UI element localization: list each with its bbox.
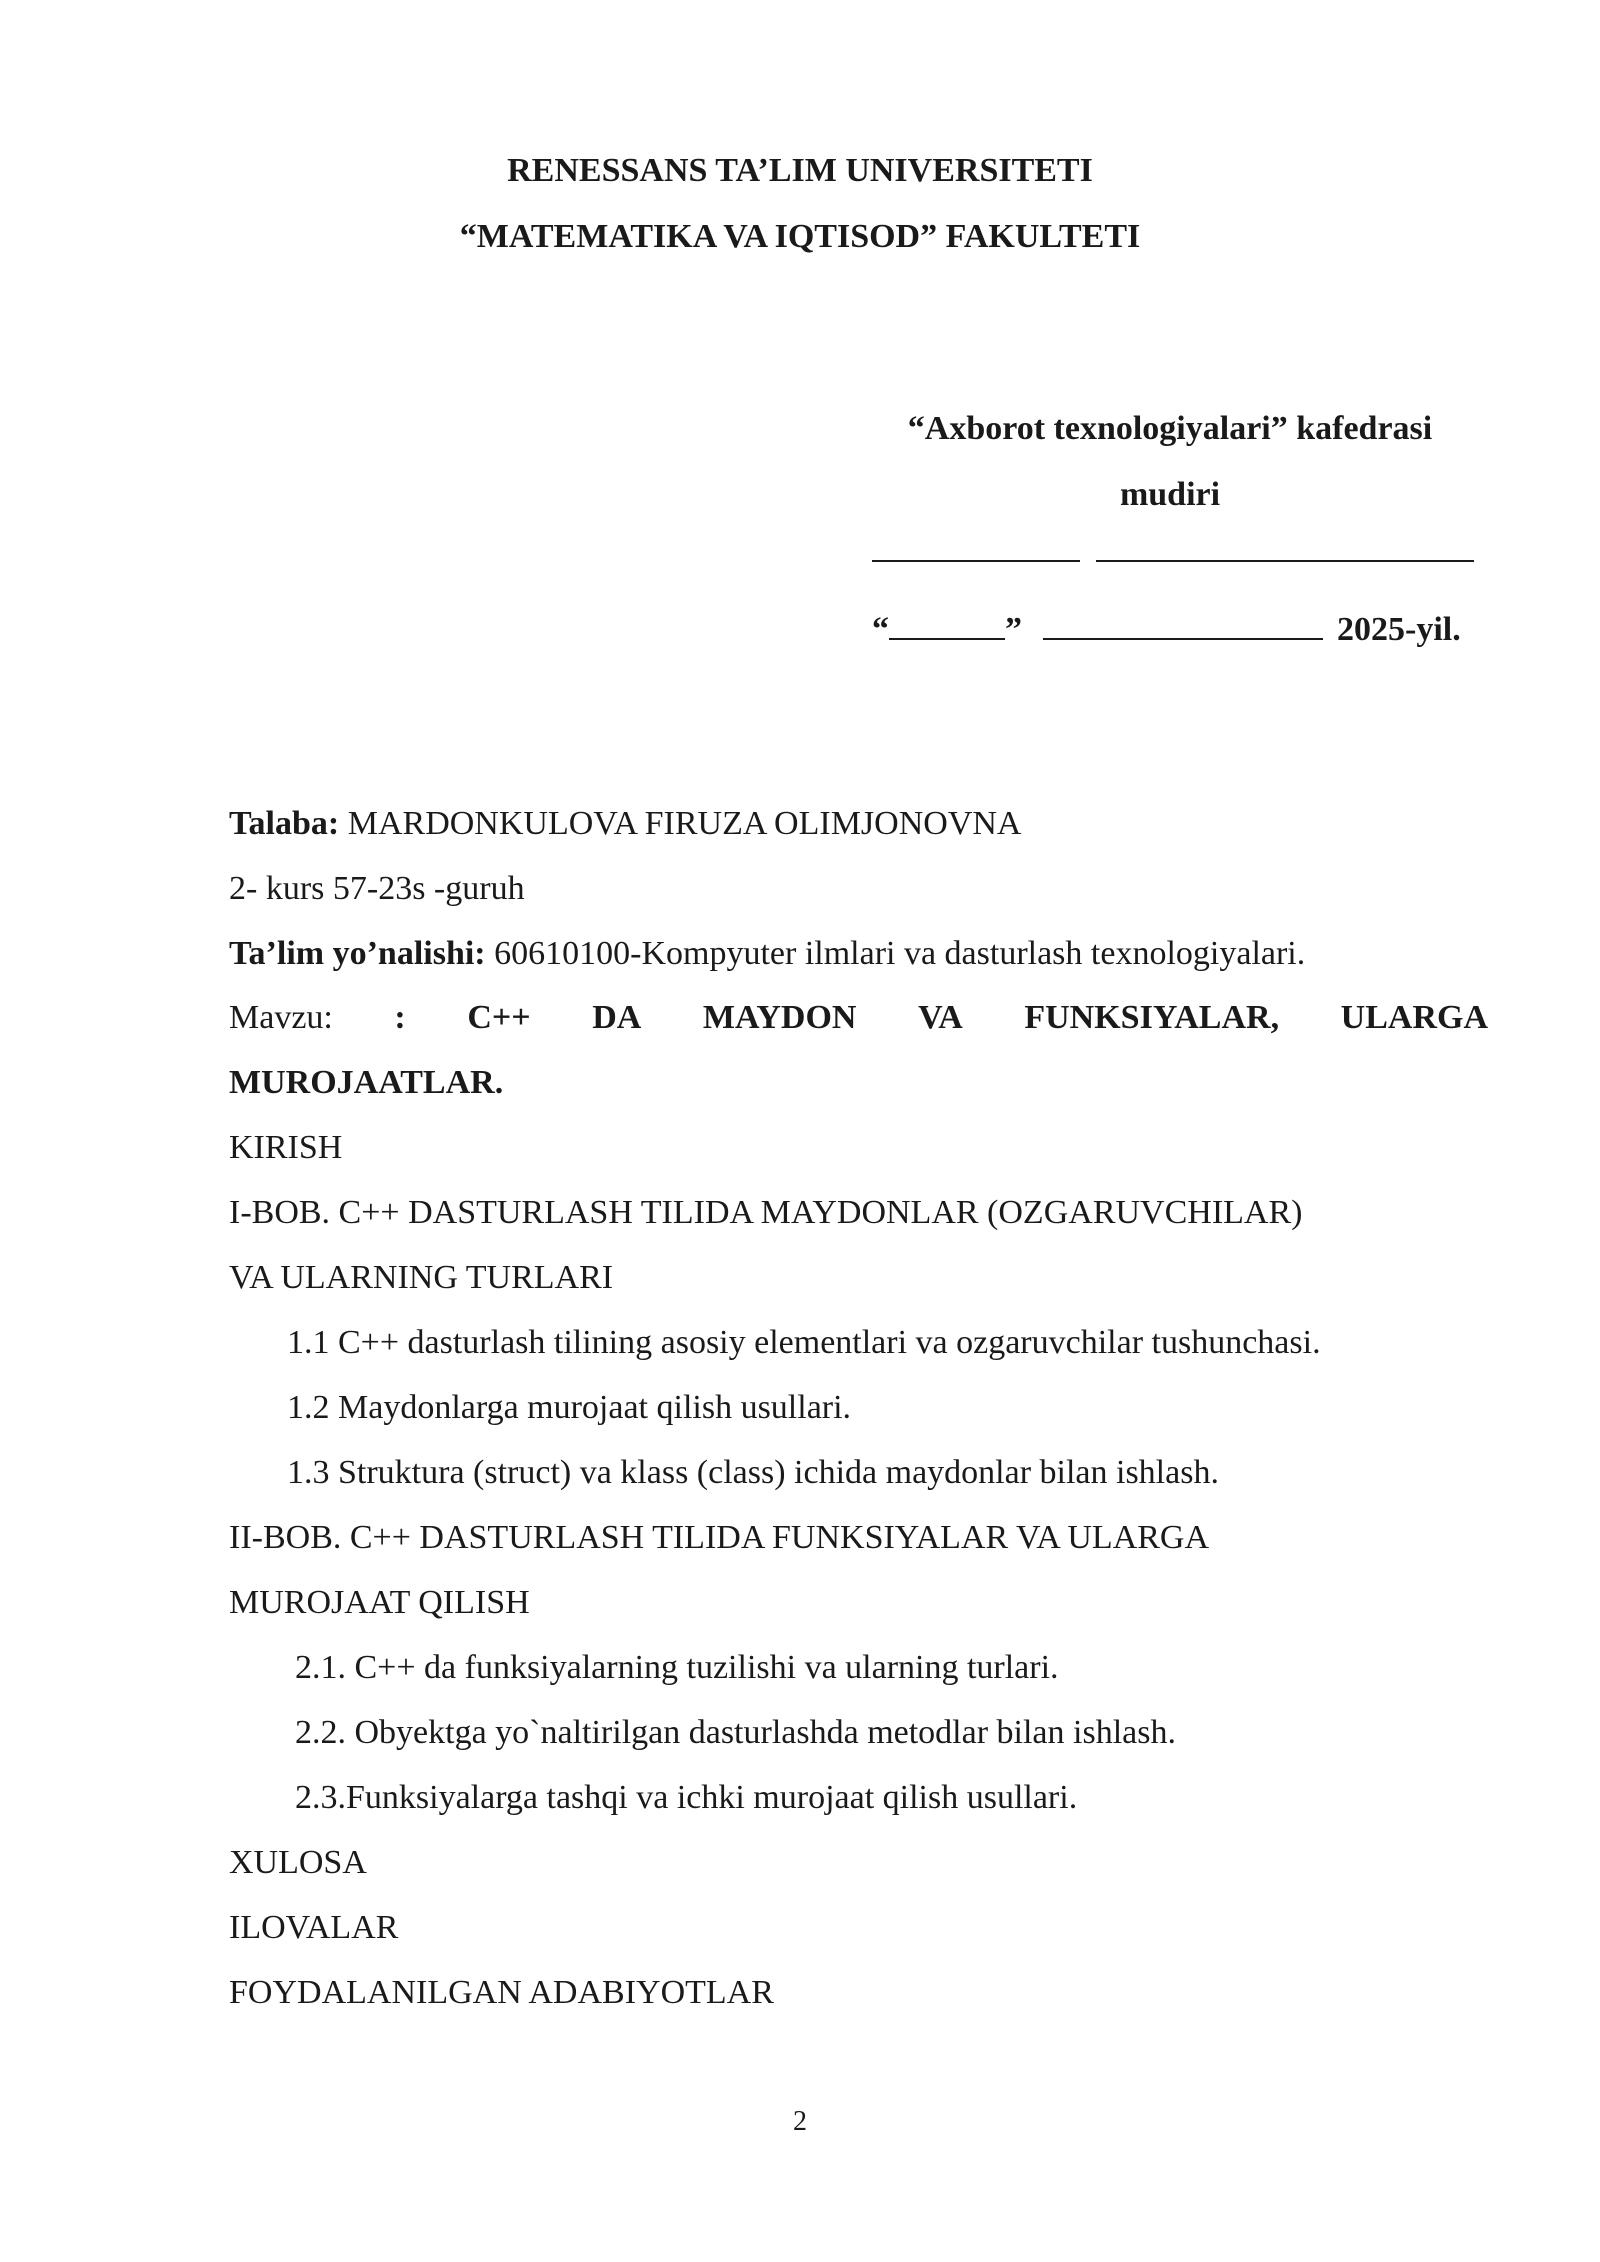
toc-section-2-1: 2.1. C++ da funksiyalarning tuzilishi va ularning turlari. <box>295 1649 1059 1686</box>
approval-year: 2025-yil. <box>1337 611 1461 648</box>
toc-section-2-3: 2.3.Funksiyalarga tashqi va ichki murojaat qilish usullari. <box>295 1779 1078 1816</box>
topic-continuation: MUROJAATLAR. <box>229 1064 504 1101</box>
toc-references: FOYDALANILGAN ADABIYOTLAR <box>229 1974 774 2011</box>
page-number: 2 <box>793 2106 807 2137</box>
day-blank <box>889 608 1005 640</box>
approval-date <box>872 608 1461 649</box>
toc-chapter1-title-cont: VA ULARNING TURLARI <box>229 1259 614 1296</box>
toc-section-2-2: 2.2. Obyektga yo`naltirilgan dasturlashda metodlar bilan ishlash. <box>295 1714 1176 1751</box>
topic-word: : <box>394 999 406 1036</box>
student-name: MARDONKULOVA FIRUZA OLIMJONOVNA <box>347 805 1022 842</box>
toc-section-1-3: 1.3 Struktura (struct) va klass (class) ichida maydonlar bilan ishlash. <box>287 1454 1219 1491</box>
name-line <box>1096 560 1474 562</box>
signature-line <box>872 560 1080 562</box>
topic-word: FUNKSIYALAR, <box>1024 999 1280 1036</box>
toc-intro: KIRISH <box>229 1129 343 1166</box>
toc-conclusion: XULOSA <box>229 1844 367 1881</box>
toc-appendices: ILOVALAR <box>229 1909 399 1946</box>
topic-word: C++ <box>467 999 531 1036</box>
month-blank <box>1043 608 1323 640</box>
course-group: 2- kurs 57-23s -guruh <box>229 870 525 907</box>
toc-chapter2-title-cont: MUROJAAT QILISH <box>229 1584 530 1621</box>
student-line <box>229 802 1021 846</box>
department-name: “Axborot texnologiyalari” kafedrasi <box>907 410 1433 447</box>
student-label: Talaba: <box>229 805 340 842</box>
department-head-role: mudiri <box>1119 476 1221 513</box>
topic-label: Mavzu: <box>229 999 333 1036</box>
faculty-title: “MATEMATIKA VA IQTISOD” FAKULTETI <box>459 218 1141 255</box>
toc-section-1-2: 1.2 Maydonlarga murojaat qilish usullari. <box>287 1389 852 1426</box>
topic-word: ULARGA <box>1340 999 1488 1036</box>
topic-word: VA <box>918 999 963 1036</box>
topic-word: MAYDON <box>702 999 857 1036</box>
topic-line <box>229 996 1488 1040</box>
date-close-quote: ” <box>1005 611 1022 648</box>
direction-label: Ta’lim yo’nalishi: <box>229 935 486 972</box>
direction-value: 60610100-Kompyuter ilmlari va dasturlash texnologiyalari. <box>494 935 1306 972</box>
direction-line <box>229 932 1305 976</box>
toc-chapter2-title: II-BOB. C++ DASTURLASH TILIDA FUNKSIYALAR VA ULARGA <box>229 1519 1210 1556</box>
toc-chapter1-title: I-BOB. C++ DASTURLASH TILIDA MAYDONLAR (OZGARUVCHILAR) <box>229 1194 1303 1231</box>
topic-word: DA <box>592 999 642 1036</box>
toc-section-1-1: 1.1 C++ dasturlash tilining asosiy elementlari va ozgaruvchilar tushunchasi. <box>287 1324 1321 1361</box>
university-title: RENESSANS TA’LIM UNIVERSITETI <box>507 152 1093 189</box>
date-open-quote: “ <box>872 611 889 648</box>
